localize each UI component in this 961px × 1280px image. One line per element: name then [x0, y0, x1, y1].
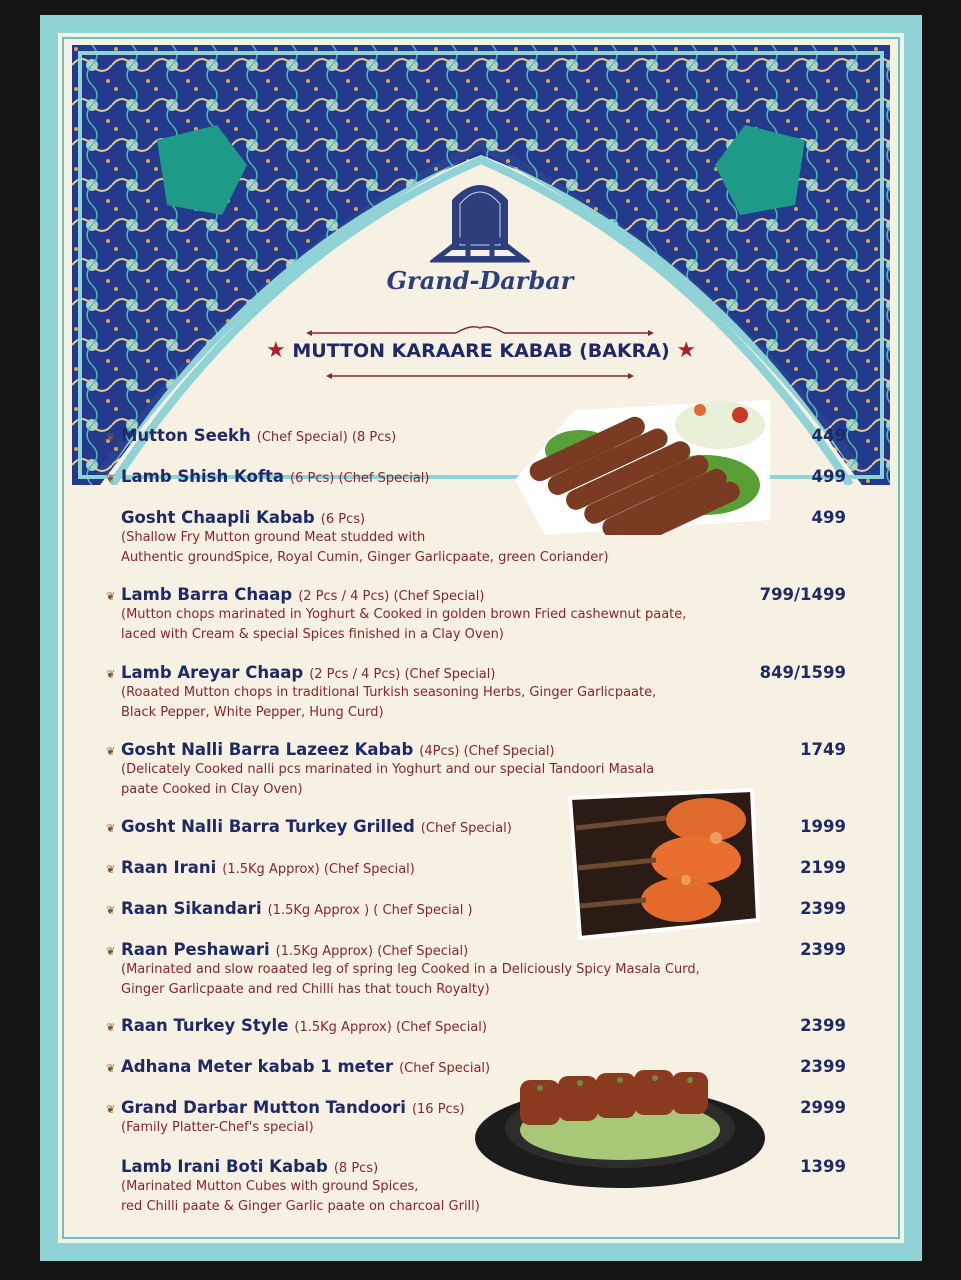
- menu-item: [106, 899, 846, 918]
- menu-item-price: 849/1599: [759, 663, 846, 682]
- menu-item-description: laced with Cream & special Spices finished in a Clay Oven): [121, 627, 504, 642]
- menu-item-name: Lamb Areyar Chaap: [121, 663, 304, 682]
- menu-item-price: 1999: [800, 817, 846, 836]
- menu-item-name: Lamb Irani Boti Kabab: [121, 1157, 328, 1176]
- menu-item: [106, 1057, 846, 1076]
- menu-item-description: (Mutton chops marinated in Yoghurt & Cooked in golden brown Fried cashewnut paate,: [121, 607, 687, 622]
- menu-item: [106, 1098, 846, 1137]
- menu-item-note: (1.5Kg Approx) (Chef Special): [222, 862, 415, 877]
- menu-item-name: Adhana Meter kabab 1 meter: [121, 1057, 394, 1076]
- menu-item-description: (Shallow Fry Mutton ground Meat studded with: [121, 530, 426, 545]
- menu-item-price: 2199: [800, 858, 846, 877]
- menu-item: [106, 1157, 846, 1216]
- bottom-divider: [326, 369, 634, 383]
- leaf-icon: ❦: [106, 1022, 116, 1034]
- menu-item-name: Lamb Barra Chaap: [121, 585, 293, 604]
- menu-item-description: (Roaated Mutton chops in traditional Turkish seasoning Herbs, Ginger Garlicpaate,: [121, 685, 657, 700]
- menu-item-price: 2399: [800, 1057, 846, 1076]
- leaf-icon: ❦: [106, 1104, 116, 1116]
- menu-item-name: Gosht Nalli Barra Turkey Grilled: [121, 817, 415, 836]
- menu-item-price: 799/1499: [759, 585, 846, 604]
- menu-item: [106, 508, 846, 567]
- menu-item: [106, 1016, 846, 1035]
- leaf-icon: ❦: [106, 746, 116, 758]
- menu-item-note: (Chef Special): [420, 821, 512, 836]
- menu-item-description: red Chilli paate & Ginger Garlic paate on charcoal Grill): [121, 1199, 480, 1214]
- menu-item-note: (1.5Kg Approx ) ( Chef Special ): [267, 903, 473, 918]
- menu-item-note: (8 Pcs): [333, 1161, 379, 1176]
- menu-item-note: (Chef Special) (8 Pcs): [256, 430, 397, 445]
- menu-item-price: 449: [811, 426, 846, 445]
- menu-item-price: 2399: [800, 1016, 846, 1035]
- menu-item-description: Authentic groundSpice, Royal Cumin, Ginger Garlicpaate, green Coriander): [121, 550, 609, 565]
- menu-item-note: (1.5Kg Approx) (Chef Special): [275, 944, 469, 959]
- menu-item-name: Raan Irani: [121, 858, 217, 877]
- menu-item-price: 2999: [800, 1098, 846, 1117]
- menu-item-note: (2 Pcs / 4 Pcs) (Chef Special): [298, 589, 485, 604]
- menu-item-name: Raan Sikandari: [121, 899, 262, 918]
- leaf-icon: ❦: [106, 823, 116, 835]
- menu-item: [106, 740, 846, 799]
- section-title-text: MUTTON KARAARE KABAB (BAKRA): [292, 340, 670, 362]
- menu-item-description: (Family Platter-Chef's special): [121, 1120, 314, 1135]
- menu-item-name: Lamb Shish Kofta: [121, 467, 285, 486]
- menu-item: [106, 858, 846, 877]
- leaf-icon: ❦: [106, 669, 116, 681]
- brand-name: Grand-Darbar: [386, 266, 574, 295]
- menu-item-name: Grand Darbar Mutton Tandoori: [121, 1098, 406, 1117]
- menu-item-note: (1.5Kg Approx) (Chef Special): [294, 1020, 487, 1035]
- menu-item-price: 2399: [800, 899, 846, 918]
- leaf-icon: ❦: [106, 473, 116, 485]
- menu-item: [106, 663, 846, 722]
- menu-item-note: (2 Pcs / 4 Pcs) (Chef Special): [309, 667, 496, 682]
- menu-item: [106, 817, 846, 836]
- menu-item-note: (16 Pcs): [411, 1102, 465, 1117]
- menu-item: [106, 585, 846, 644]
- leaf-icon: ❦: [106, 864, 116, 876]
- leaf-icon: ❦: [106, 591, 116, 603]
- menu-item: [106, 940, 846, 999]
- menu-item-note: (Chef Special): [399, 1061, 491, 1076]
- star-icon: ★: [676, 338, 697, 363]
- menu-item: [106, 426, 846, 445]
- leaf-icon: ❦: [106, 905, 116, 917]
- menu-item-description: (Delicately Cooked nalli pcs marinated in Yoghurt and our special Tandoori Masala: [121, 762, 655, 777]
- star-icon: ★: [265, 338, 286, 363]
- menu-item-name: Gosht Chaapli Kabab: [121, 508, 315, 527]
- menu-item-description: (Marinated Mutton Cubes with ground Spices,: [121, 1179, 419, 1194]
- leaf-icon: ❦: [106, 946, 116, 958]
- menu-item-description: (Marinated and slow roaated leg of spring leg Cooked in a Deliciously Spicy Masala Curd,: [121, 962, 700, 977]
- menu-item-price: 1399: [800, 1157, 846, 1176]
- section-title: [258, 338, 704, 363]
- menu-item-description: Ginger Garlicpaate and red Chilli has that touch Royalty): [121, 982, 490, 997]
- menu-item-description: Black Pepper, White Pepper, Hung Curd): [121, 705, 384, 720]
- menu-item-name: Gosht Nalli Barra Lazeez Kabab: [121, 740, 414, 759]
- menu-item: [106, 467, 846, 486]
- menu-item-price: 499: [811, 467, 846, 486]
- menu-item-note: (6 Pcs) (Chef Special): [290, 471, 430, 486]
- menu-item-description: paate Cooked in Clay Oven): [121, 782, 303, 797]
- menu-item-price: 1749: [800, 740, 846, 759]
- menu-item-name: Mutton Seekh: [121, 426, 251, 445]
- menu-item-note: (4Pcs) (Chef Special): [419, 744, 555, 759]
- menu-item-price: 2399: [800, 940, 846, 959]
- menu-item-price: 499: [811, 508, 846, 527]
- menu-item-name: Raan Peshawari: [121, 940, 270, 959]
- leaf-icon: ❦: [106, 432, 116, 444]
- menu-item-note: (6 Pcs): [320, 512, 366, 527]
- leaf-icon: ❦: [106, 1063, 116, 1075]
- menu-item-name: Raan Turkey Style: [121, 1016, 289, 1035]
